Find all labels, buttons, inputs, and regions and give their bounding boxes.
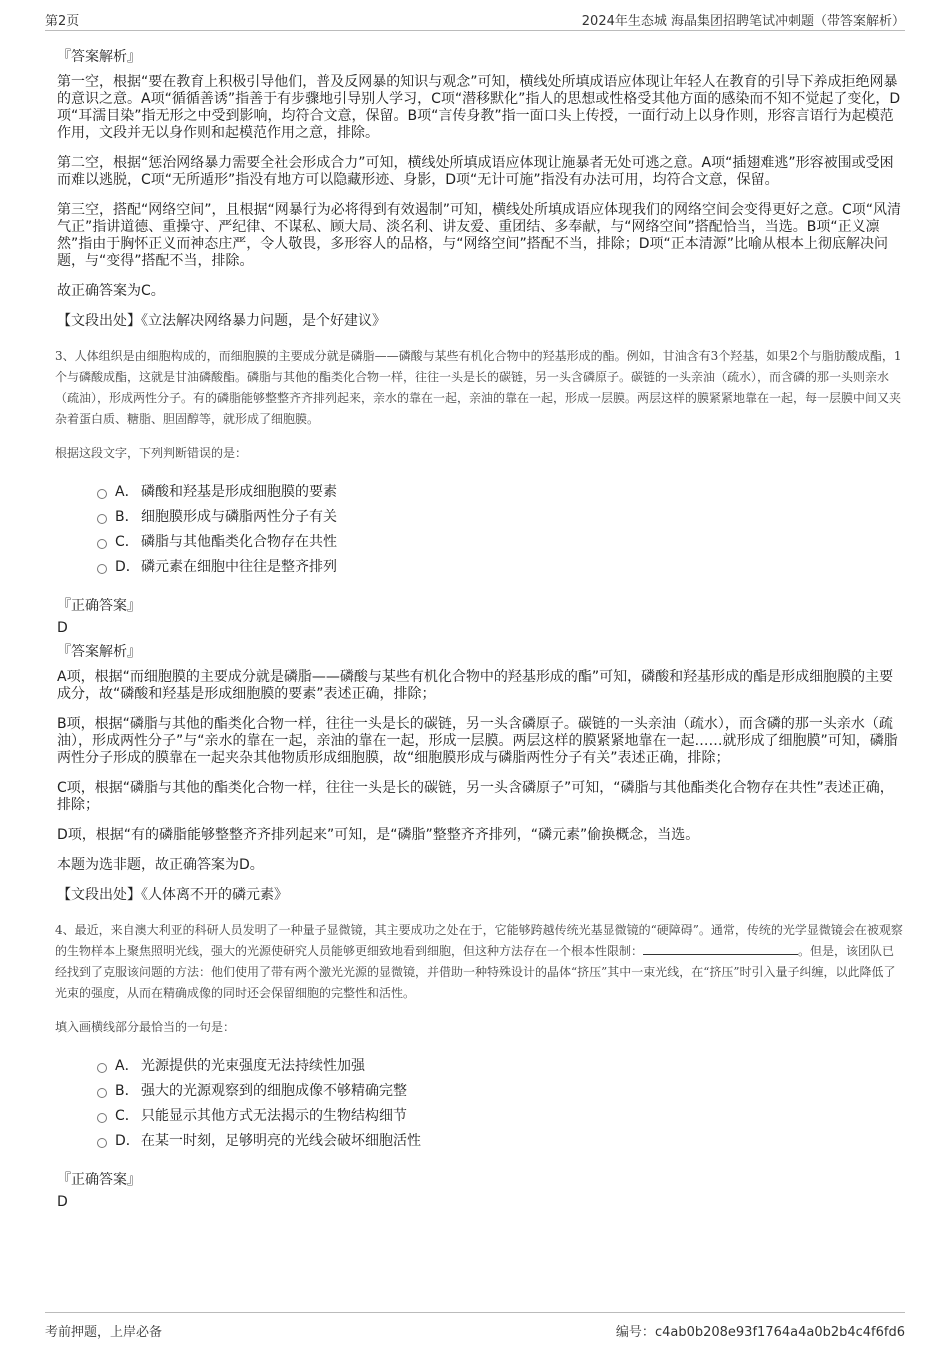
option-key: B． (115, 509, 139, 525)
option-text: 磷脂与其他酯类化合物存在共性 (141, 534, 337, 550)
option-text: 只能显示其他方式无法揭示的生物结构细节 (141, 1108, 407, 1124)
question-4-text (55, 920, 905, 1004)
answer-label: 『正确答案』 (57, 1172, 141, 1188)
option-key: C． (115, 534, 139, 550)
option-a[interactable] (57, 1057, 905, 1082)
fill-blank-line (643, 943, 798, 955)
option-c[interactable] (57, 533, 905, 558)
source-citation: 【文段出处】《立法解决网络暴力问题，是个好建议》 (57, 313, 386, 329)
answer-value: D (57, 620, 68, 636)
option-key: A． (115, 1058, 139, 1074)
question-4-prompt: 填入画横线部分最恰当的一句是： (55, 1020, 236, 1034)
document-title: 2024年生态城 海晶集团招聘笔试冲刺题（带答案解析） (581, 14, 905, 29)
option-key: D． (115, 1133, 140, 1149)
explain-paragraph: 第三空，搭配“网络空间”，且根据“网暴行为必将得到有效遏制”可知，横线处所填成语应体现我们的网络空间会变得更好之意。C项“风清气正”指讲道德、重操守、严纪律、不谋私、顾大局、淡名利、讲友爱、重团结、多奉献，与“网络空间”搭配恰当，当选。B项“正义凛然”指由于胸怀正义而神态庄严，令人敬畏，多形容人的品格，与“网络空间”搭配不当，排除；D项“正本清源”比喻从根本上彻底解决问题，与“变得”搭配不当，排除。 (57, 202, 902, 269)
explain-paragraph: 第二空，根据“惩治网络暴力需要全社会形成合力”可知，横线处所填成语应体现让施暴者无处可逃之意。A项“插翅难逃”形容被围或受困而难以逃脱，C项“无所遁形”指没有地方可以隐藏形迹、身影，D项“无计可施”指没有办法可用，均符合文意，保留。 (57, 155, 894, 188)
radio-button[interactable] (97, 489, 107, 499)
footer-slogan: 考前押题，上岸必备 (45, 1325, 163, 1340)
radio-button[interactable] (97, 564, 107, 574)
explain-paragraph: 故正确答案为C。 (57, 283, 165, 299)
option-a[interactable] (57, 483, 905, 508)
radio-button[interactable] (97, 1138, 107, 1148)
option-text: 强大的光源观察到的细胞成像不够精确完整 (141, 1083, 407, 1099)
question-3-prompt: 根据这段文字，下列判断错误的是： (55, 446, 248, 460)
option-b[interactable] (57, 508, 905, 533)
radio-button[interactable] (97, 1088, 107, 1098)
code-value: c4ab0b208e93f1764a4a0b2b4c4f6fd6 (654, 1325, 905, 1340)
explain-paragraph: C项，根据“磷脂与其他的酯类化合物一样，往往一头是长的碳链，另一头含磷原子”可知，“磷脂与其他酯类化合物存在共性”表述正确，排除； (57, 780, 894, 813)
option-text: 细胞膜形成与磷脂两性分子有关 (141, 509, 337, 525)
explain-paragraph: D项，根据“有的磷脂能够整整齐齐排列起来”可知，是“磷脂”整整齐齐排列，“磷元素”偷换概念，当选。 (57, 827, 700, 843)
option-text: 磷酸和羟基是形成细胞膜的要素 (141, 484, 337, 500)
option-key: D． (115, 559, 140, 575)
radio-button[interactable] (97, 1063, 107, 1073)
code-label: 编号： (615, 1325, 655, 1340)
question-3-options (57, 483, 905, 583)
question-4-options (57, 1057, 905, 1157)
explain-paragraph: 第一空，根据“要在教育上积极引导他们，普及反网暴的知识与观念”可知，横线处所填成语应体现让年轻人在教育的引导下养成拒绝网暴的意识之意。A项“循循善诱”指善于有步骤地引导别人学习，C项“潜移默化”指人的思想或性格受其他方面的感染而不知不觉起了变化，D项“耳濡目染”指无形之中受到影响，均符合文意，保留。B项“言传身教”指一面口头上传授，一面行动上以身作则，形容言语行为起模范作用，文段并无以身作则和起模范作用之意，排除。 (57, 74, 901, 141)
option-text: 光源提供的光束强度无法持续性加强 (141, 1058, 365, 1074)
explain-paragraph: 本题为选非题，故正确答案为D。 (57, 857, 264, 873)
explain-paragraph: A项，根据“而细胞膜的主要成分就是磷脂——磷酸与某些有机化合物中的羟基形成的酯”可知，磷酸和羟基形成的酯是形成细胞膜的主要成分，故“磷酸和羟基是形成细胞膜的要素”表述正确，排除； (57, 669, 894, 702)
option-c[interactable] (57, 1107, 905, 1132)
question-4-text-start: 4、最近，来自澳大利亚的科研人员发明了一种量子显微镜，其主要成功之处在于，它能够跨越传统光基显微镜的“硬障碍”。通常，传统的光学显微镜会在被观察的生物样本上聚焦照明光线，强大的光源使研究人员能够更细致地看到细胞，但这种方法存在一个根本性限制： (55, 923, 903, 958)
answer-label: 『正确答案』 (57, 598, 141, 614)
option-text: 磷元素在细胞中往往是整齐排列 (141, 559, 337, 575)
page-number: 第2页 (45, 14, 80, 29)
radio-button[interactable] (97, 514, 107, 524)
page-header (45, 0, 905, 31)
radio-button[interactable] (97, 539, 107, 549)
explain-label: 『答案解析』 (57, 49, 141, 65)
question-3-text: 3、人体组织是由细胞构成的，而细胞膜的主要成分就是磷脂——磷酸与某些有机化合物中的羟基形成的酯。例如，甘油含有3个羟基，如果2个与脂肪酸成酯，1个与磷酸成酯，这就是甘油磷酸酯。磷脂与其他的酯类化合物一样，往往一头是长的碳链，另一头含磷原子。碳链的一头亲油（疏水），而含磷的那一头则亲水（疏油），形成两性分子。有的磷脂能够整整齐齐排列起来，亲水的靠在一起，亲油的靠在一起，形成一层膜。两层这样的膜紧紧地靠在一起，每一层膜中间又夹杂着蛋白质、糖脂、胆固醇等，就形成了细胞膜。 (55, 349, 902, 426)
explain-paragraph: B项，根据“磷脂与其他的酯类化合物一样，往往一头是长的碳链，另一头含磷原子。碳链的一头亲油（疏水），而含磷的那一头亲水（疏油），形成两性分子”与“亲水的靠在一起，亲油的靠在一起，形成一层膜。两层这样的膜紧紧地靠在一起……就形成了细胞膜”可知，磷脂两性分子形成的膜靠在一起夹杂其他物质形成细胞膜，故“细胞膜形成与磷脂两性分子有关”表述正确，排除； (57, 716, 898, 766)
option-key: B． (115, 1083, 139, 1099)
page-footer (45, 1312, 905, 1346)
option-text: 在某一时刻，足够明亮的光线会破坏细胞活性 (141, 1133, 421, 1149)
option-d[interactable] (57, 1132, 905, 1157)
option-b[interactable] (57, 1082, 905, 1107)
option-d[interactable] (57, 558, 905, 583)
document-code (616, 1321, 905, 1340)
answer-value: D (57, 1194, 68, 1210)
question-4-text-end: 。但是，该团队已经找到了克服该问题的方法：他们使用了带有两个激光光源的显微镜，并借助一种特殊设计的晶体“挤压”其中一束光线，在“挤压”时引入量子纠缠，以此降低了光束的强度，从而在精确成像的同时还会保留细胞的完整性和活性。 (55, 944, 896, 1000)
page-content (57, 48, 905, 1217)
option-key: A． (115, 484, 139, 500)
radio-button[interactable] (97, 1113, 107, 1123)
source-citation: 【文段出处】《人体离不开的磷元素》 (57, 887, 288, 903)
explain-label: 『答案解析』 (57, 644, 141, 660)
option-key: C． (115, 1108, 139, 1124)
